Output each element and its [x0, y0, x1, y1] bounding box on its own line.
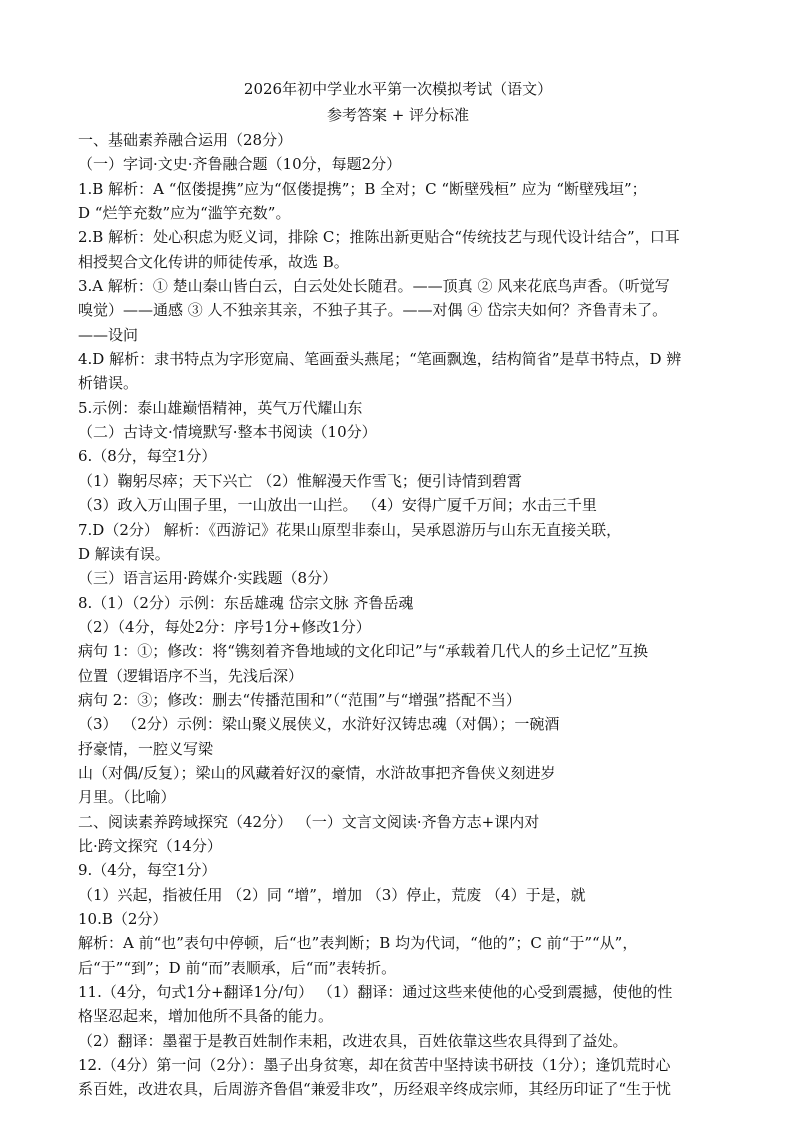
text-line: 后“于”“到”；D 前“而”表顺承，后“而”表转折。 [78, 958, 397, 977]
text-line: 比·跨文探究（14分） [78, 836, 222, 855]
text-line: 4.D 解析：隶书特点为字形宽扁、笔画蚕头燕尾；“笔画飘逸，结构简省”是草书特点，D 辨 [78, 350, 682, 369]
text-line: 7.D（2分） 解析：《西游记》花果山原型非泰山，吴承恩游历与山东无直接关联， [78, 520, 622, 539]
text-line: 9.（4分，每空1分） [78, 861, 217, 880]
text-line: （3） （2分）示例：梁山聚义展侠义，水浒好汉铸忠魂（对偶）；一碗酒 [78, 715, 560, 734]
text-line: D “烂竽充数”应为“滥竽充数”。 [78, 204, 291, 223]
text-line: （3）政入万山围子里，一山放出一山拦。 （4）安得广厦千万间；水击三千里 [78, 496, 597, 515]
text-line: 格坚忍起来，增加他所不具备的能力。 [78, 1007, 334, 1026]
text-line: 5.示例：泰山雄巅悟精神，英气万代耀山东 [78, 398, 363, 417]
text-line: （2）翻译：墨翟于是教百姓制作耒耜，改进农具，百姓依靠这些农具得到了益处。 [78, 1031, 628, 1050]
text-line: （1）鞠躬尽瘁；天下兴亡 （2）惟解漫天作雪飞；便引诗情到碧霄 [78, 471, 522, 490]
text-line: 相授契合文化传讲的师徒传承，故选 B。 [78, 252, 349, 271]
text-line: 嗅觉）——通感 ③ 人不独亲其亲，不独子其子。——对偶 ④ 岱宗夫如何？齐鲁青未了。 [78, 301, 668, 320]
text-line: 3.A 解析：① 楚山秦山皆白云，白云处处长随君。——顶真 ② 风来花底鸟声香。（听觉写 [78, 277, 670, 296]
text-line: 10.B（2分） [78, 910, 168, 928]
text-line: （一）字词·文史·齐鲁融合题（10分，每题2分） [78, 155, 402, 174]
text-line: 1.B 解析：A “伛偻提携”应为“伛偻提携”；B 全对；C “断壁残桓” 应为 “断壁残垣”； [78, 179, 647, 198]
text-line: 病句 1：①；修改：将“镌刻着齐鲁地域的文化印记”与“承载着几代人的乡土记忆”互换 [78, 642, 648, 661]
text-line: （三）语言运用·跨媒介·实践题（8分） [78, 569, 338, 588]
text-line: 2.B 解析：处心积虑为贬义词，排除 C；推陈出新更贴合“传统技艺与现代设计结合”，口耳 [78, 228, 680, 247]
answer-content [78, 128, 738, 1102]
text-line: 二、阅读素养跨域探究（42分） （一）文言文阅读·齐鲁方志+课内对 [78, 812, 540, 831]
text-line: 析错误。 [78, 374, 139, 393]
text-line: 系百姓，改进农具，后周游齐鲁倡“兼爱非攻”，历经艰辛终成宗师，其经历印证了“生于忧 [78, 1080, 672, 1099]
text-line: 病句 2：③；修改：删去“传播范围和”（“范围”与“增强”搭配不当） [78, 690, 521, 709]
text-line: 解析：A 前“也”表句中停顿，后“也”表判断；B 均为代词，“他的”；C 前“于”“从”， [78, 934, 638, 953]
text-line: （2）（4分，每处2分：序号1分+修改1分） [78, 617, 371, 636]
text-line: 位置（逻辑语序不当，先浅后深） [78, 666, 304, 685]
text-line: ——设问 [78, 325, 139, 344]
text-line: 6.（8分，每空1分） [78, 447, 217, 466]
text-line: 11.（4分，句式1分+翻译1分/句） （1）翻译：通过这些来使他的心受到震撼，使他的性 [78, 983, 673, 1002]
text-line: 抒豪情，一腔义写梁 [78, 739, 214, 758]
text-line: 山（对偶/反复）；梁山的风藏着好汉的豪情，水浒故事把齐鲁侠义刻进岁 [78, 763, 556, 782]
document-title: 2026年初中学业水平第一次模拟考试（语文） [243, 80, 553, 98]
text-line: 月里。（比喻） [78, 788, 176, 807]
text-line: 12.（4分）第一问（2分）：墨子出身贫寒，却在贫苦中坚持读书研技（1分）；逢饥荒时心 [78, 1056, 671, 1075]
text-line: （1）兴起，指被任用 （2）同 “增”，增加 （3）停止，荒废 （4）于是，就 [78, 885, 586, 904]
text-line: 8.（1）（2分）示例：东岳雄魂 岱宗文脉 齐鲁岳魂 [78, 593, 414, 612]
text-line: D 解读有误。 [78, 544, 170, 563]
text-line: 一、基础素养融合运用（28分） [78, 131, 293, 149]
document-subtitle: 参考答案 + 评分标准 [326, 106, 470, 124]
text-line: （二）古诗文·情境默写·整本书阅读（10分） [78, 423, 377, 442]
